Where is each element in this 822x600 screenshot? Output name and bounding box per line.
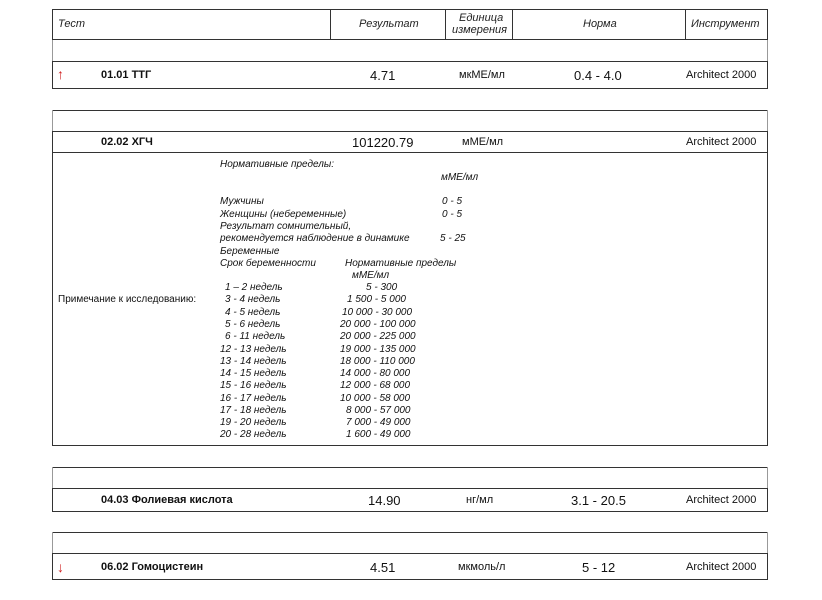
row2-right-border bbox=[767, 131, 768, 446]
row3-gap-right bbox=[767, 467, 768, 488]
note-men: Мужчины bbox=[220, 196, 264, 207]
test-name: 04.03 Фолиевая кислота bbox=[101, 494, 233, 506]
test-instrument: Architect 2000 bbox=[686, 494, 757, 506]
row4-gap-right bbox=[767, 532, 768, 553]
week-value: 10 000 - 58 000 bbox=[340, 393, 411, 404]
note-term-header: Срок беременности bbox=[220, 258, 316, 269]
note-doubt-line1: Результат сомнительный, bbox=[220, 221, 352, 232]
note-limits-unit: мМЕ/мл bbox=[352, 270, 390, 281]
header-norm: Норма bbox=[583, 18, 617, 30]
test-instrument: Architect 2000 bbox=[686, 69, 757, 81]
note-doubt-line2: рекомендуется наблюдение в динамике bbox=[220, 233, 410, 244]
header-unit-line2: измерения bbox=[452, 24, 508, 36]
header-bottom-border bbox=[52, 39, 768, 40]
test-instrument: Architect 2000 bbox=[686, 136, 757, 148]
note-women-value: 0 - 5 bbox=[442, 209, 463, 220]
test-name: 02.02 ХГЧ bbox=[101, 136, 153, 148]
test-name: 01.01 ТТГ bbox=[101, 69, 152, 81]
note-pregnant: Беременные bbox=[220, 246, 280, 257]
row4-spacer-top bbox=[52, 532, 768, 533]
note-title: Нормативные пределы: bbox=[220, 159, 335, 170]
test-norm: 0.4 - 4.0 bbox=[574, 68, 622, 83]
row4-right-border bbox=[767, 553, 768, 580]
row2-bottom-border bbox=[52, 445, 768, 446]
note-doubt-value: 5 - 25 bbox=[440, 233, 466, 244]
week-value: 1 500 - 5 000 bbox=[347, 294, 406, 305]
arrow-down-icon: ↓ bbox=[57, 559, 64, 575]
test-unit: мкМЕ/мл bbox=[459, 69, 505, 81]
week-value: 20 000 - 100 000 bbox=[340, 319, 416, 330]
week-term: 16 - 17 недель bbox=[220, 393, 287, 404]
week-value: 5 - 300 bbox=[366, 282, 398, 293]
row3-left-border bbox=[52, 488, 53, 512]
week-term: 6 - 11 недель bbox=[225, 331, 286, 342]
row4-top-border bbox=[52, 553, 768, 554]
row1-bottom-border bbox=[52, 88, 768, 89]
week-term: 1 – 2 недель bbox=[225, 282, 283, 293]
row4-gap-left bbox=[52, 532, 53, 553]
week-value: 18 000 - 110 000 bbox=[340, 356, 415, 367]
test-result: 101220.79 bbox=[352, 135, 414, 150]
week-value: 19 000 - 135 000 bbox=[340, 344, 416, 355]
week-term: 5 - 6 недель bbox=[225, 319, 281, 330]
row2-mid-border bbox=[52, 152, 768, 153]
header-divider-2 bbox=[445, 9, 446, 40]
header-unit-line1: Единица bbox=[459, 12, 504, 24]
row2-top-border bbox=[52, 131, 768, 132]
week-term: 17 - 18 недель bbox=[220, 405, 287, 416]
row2-spacer-top bbox=[52, 110, 768, 111]
week-term: 4 - 5 недель bbox=[225, 307, 281, 318]
test-result: 14.90 bbox=[368, 493, 401, 508]
week-value: 8 000 - 57 000 bbox=[346, 405, 411, 416]
row3-gap-left bbox=[52, 467, 53, 488]
row3-top-border bbox=[52, 488, 768, 489]
test-name: 06.02 Гомоцистеин bbox=[101, 561, 204, 573]
test-unit: мМЕ/мл bbox=[462, 136, 504, 148]
row4-bottom-border bbox=[52, 579, 768, 580]
row3-bottom-border bbox=[52, 511, 768, 512]
row1-gap-left bbox=[52, 40, 53, 61]
week-value: 14 000 - 80 000 bbox=[340, 368, 411, 379]
row2-gap-right bbox=[767, 110, 768, 131]
week-value: 12 000 - 68 000 bbox=[340, 380, 411, 391]
row1-gap-right bbox=[767, 40, 768, 61]
test-result: 4.51 bbox=[370, 560, 396, 575]
week-term: 12 - 13 недель bbox=[220, 344, 287, 355]
header-test: Тест bbox=[58, 18, 86, 30]
header-left-border bbox=[52, 9, 53, 40]
note-limits-header: Нормативные пределы bbox=[345, 258, 457, 269]
header-divider-4 bbox=[685, 9, 686, 40]
test-unit: нг/мл bbox=[466, 494, 494, 506]
row3-right-border bbox=[767, 488, 768, 512]
week-value: 7 000 - 49 000 bbox=[346, 417, 411, 428]
test-norm: 3.1 - 20.5 bbox=[571, 493, 626, 508]
week-value: 1 600 - 49 000 bbox=[346, 429, 411, 440]
week-term: 19 - 20 недель bbox=[220, 417, 287, 428]
row2-left-border bbox=[52, 131, 53, 446]
week-term: 3 - 4 недель bbox=[225, 294, 281, 305]
header-divider-1 bbox=[330, 9, 331, 40]
test-unit: мкмоль/л bbox=[458, 561, 506, 573]
week-term: 15 - 16 недель bbox=[220, 380, 287, 391]
test-result: 4.71 bbox=[370, 68, 396, 83]
week-term: 13 - 14 недель bbox=[220, 356, 287, 367]
arrow-up-icon: ↑ bbox=[57, 66, 64, 82]
test-instrument: Architect 2000 bbox=[686, 561, 757, 573]
note-women: Женщины (небеременные) bbox=[220, 209, 347, 220]
header-right-border bbox=[767, 9, 768, 40]
header-top-border bbox=[52, 9, 768, 10]
row1-right-border bbox=[767, 61, 768, 89]
note-label: Примечание к исследованию: bbox=[58, 294, 197, 305]
test-norm: 5 - 12 bbox=[582, 560, 616, 575]
week-term: 14 - 15 недель bbox=[220, 368, 287, 379]
header-result: Результат bbox=[359, 18, 419, 30]
row2-gap-left bbox=[52, 110, 53, 131]
row3-spacer-top bbox=[52, 467, 768, 468]
note-men-value: 0 - 5 bbox=[442, 196, 463, 207]
header-instrument: Инструмент bbox=[691, 18, 760, 30]
header-divider-3 bbox=[512, 9, 513, 40]
week-value: 10 000 - 30 000 bbox=[342, 307, 413, 318]
note-unit: мМЕ/мл bbox=[441, 172, 479, 183]
row4-left-border bbox=[52, 553, 53, 580]
week-value: 20 000 - 225 000 bbox=[340, 331, 416, 342]
week-term: 20 - 28 недель bbox=[220, 429, 287, 440]
row1-left-border bbox=[52, 61, 53, 89]
row1-top-border bbox=[52, 61, 768, 62]
